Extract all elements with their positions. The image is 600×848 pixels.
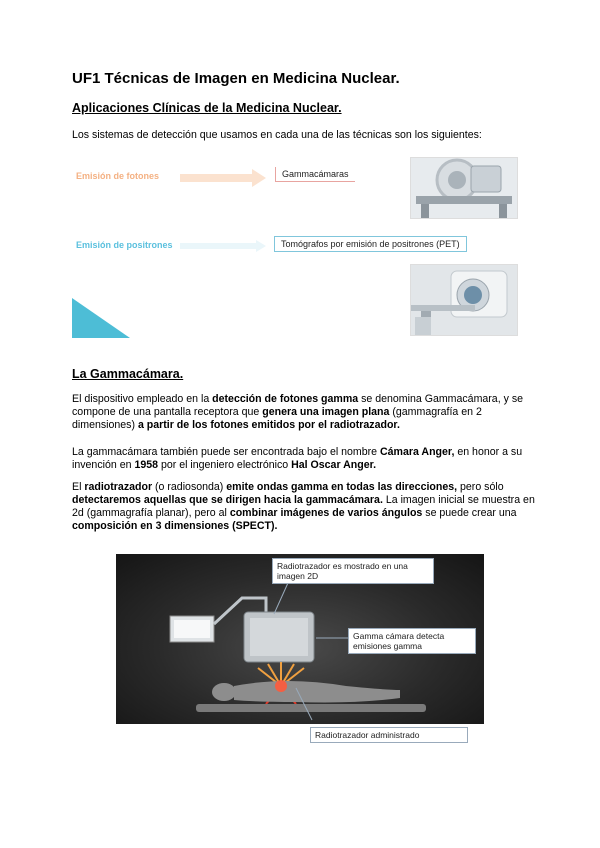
document-title: UF1 Técnicas de Imagen en Medicina Nuclear. bbox=[72, 70, 400, 87]
text-run: a partir de los fotones emitidos por el radiotrazador. bbox=[137, 419, 400, 431]
pet-scanner-photo bbox=[410, 264, 518, 336]
text-run: La imagen inicial se muestra en 2d (gammagrafía planar), pero al bbox=[72, 494, 535, 519]
text-run: (gammagrafía en 2 dimensiones) bbox=[72, 406, 482, 431]
text-run: El bbox=[72, 481, 85, 493]
intro-paragraph: Los sistemas de detección que usamos en cada una de las técnicas son los siguientes: bbox=[72, 129, 482, 141]
flow-arrow-positrons bbox=[180, 240, 266, 252]
text-run: detección de fotones gamma bbox=[212, 393, 359, 405]
text-run: Cámara Anger, bbox=[380, 446, 455, 458]
text-run: La gammacámara también puede ser encontrada bajo el nombre bbox=[72, 446, 380, 458]
text-run: detectaremos aquellas que se dirigen hacia la gammacámara. bbox=[72, 494, 383, 506]
paragraph-radiotracer bbox=[72, 481, 538, 533]
text-run: composición en 3 dimensiones (SPECT). bbox=[72, 520, 278, 532]
text-run: (o radiosonda) bbox=[152, 481, 227, 493]
text-run: combinar imágenes de varios ángulos bbox=[229, 507, 423, 519]
text-run: pero sólo bbox=[457, 481, 504, 493]
callout-monitor: Radiotrazador es mostrado en una imagen 2D bbox=[272, 558, 434, 584]
callout-camera: Gamma cámara detecta emisiones gamma bbox=[348, 628, 476, 654]
flow-label-positron-emission: Emisión de positrones bbox=[76, 240, 173, 250]
text-run: por el ingeniero electrónico bbox=[158, 459, 292, 471]
callout-tracer: Radiotrazador administrado bbox=[310, 727, 468, 743]
text-run: en honor a su invención en bbox=[72, 446, 523, 471]
text-run: 1958 bbox=[134, 459, 159, 471]
decorative-triangle bbox=[72, 298, 130, 338]
flow-target-pet: Tomógrafos por emisión de positrones (PET) bbox=[274, 236, 467, 252]
paragraph-anger-camera bbox=[72, 446, 538, 472]
paragraph-gammacamera-definition bbox=[72, 393, 538, 432]
section-heading-clinical-applications: Aplicaciones Clínicas de la Medicina Nuclear. bbox=[72, 101, 342, 115]
text-run: El dispositivo empleado en la bbox=[72, 393, 213, 405]
flow-label-photon-emission: Emisión de fotones bbox=[76, 171, 160, 181]
gammacamera-photo bbox=[410, 157, 518, 219]
text-run: emite ondas gamma en todas las direcciones, bbox=[226, 481, 458, 493]
gammacamera-diagram bbox=[116, 554, 484, 724]
text-run: radiotrazador bbox=[84, 481, 153, 493]
flow-arrow-photons bbox=[180, 169, 266, 187]
text-run: se puede crear una bbox=[422, 507, 517, 519]
text-run: genera una imagen plana bbox=[262, 406, 390, 418]
text-run: se denomina Gammacámara, y se compone de una pantalla receptora que bbox=[72, 393, 524, 418]
text-run: Hal Oscar Anger. bbox=[291, 459, 377, 471]
section-heading-gammacamera: La Gammacámara. bbox=[72, 367, 184, 381]
flow-target-gammacameras: Gammacámaras bbox=[275, 167, 355, 182]
